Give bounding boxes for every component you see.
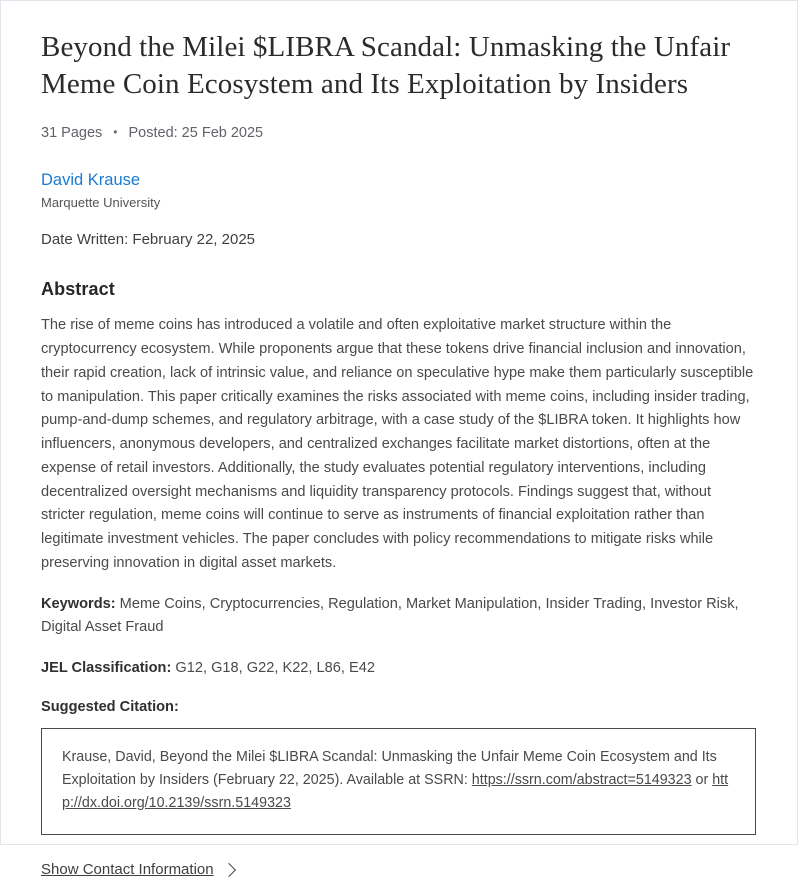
abstract-heading: Abstract [41, 279, 115, 300]
jel-row [41, 657, 757, 681]
page-count: 31 Pages [41, 125, 103, 142]
ssrn-abstract-link[interactable]: https://ssrn.com/abstract=5149323 [471, 771, 692, 788]
date-written: Date Written: February 22, 2025 [41, 231, 255, 249]
keywords-value: Meme Coins, Cryptocurrencies, Regulation, Market Manipulation, Insider Trading, Investor Risk, Digital Asset Fraud [41, 595, 739, 636]
citation-box [41, 728, 756, 835]
jel-value: G12, G18, G22, K22, L86, E42 [175, 660, 375, 677]
citation-conjunction: or [691, 771, 713, 788]
paper-meta [41, 125, 757, 141]
author-affiliation: Marquette University [41, 195, 161, 211]
chevron-right-icon [222, 863, 236, 877]
citation-body: Krause, David, Beyond the Milei $LIBRA Scandal: Unmasking the Unfair Meme Coin Ecosystem and Its Exploitation by Insiders (February 22, 2025). Available at SSRN: [62, 748, 717, 788]
show-contact-information-link[interactable]: Show Contact Information [41, 861, 214, 878]
author-block [41, 171, 757, 248]
doi-link[interactable]: http://dx.doi.org/10.2139/ssrn.5149323 [62, 771, 729, 812]
page-title: Beyond the Milei $LIBRA Scandal: Unmasking the Unfair Meme Coin Ecosystem and Its Exploitation by Insiders [41, 31, 731, 101]
meta-separator-icon: • [113, 125, 118, 140]
jel-label: JEL Classification: [41, 660, 172, 677]
abstract-body: The rise of meme coins has introduced a volatile and often exploitative market structure within the cryptocurrency ecosystem. While proponents argue that these tokens drive financial inclusion and innovation, their rapid creation, lack of intrinsic value, and reliance on speculative hype make them particularly susceptible to manipulation. This paper critically examines the risks associated with meme coins, including insider trading, pump-and-dump schemes, and regulatory arbitrage, with a case study of the $LIBRA token. It highlights how influencers, anonymous developers, and centralized exchanges facilitate market distortions, often at the expense of retail investors. Additionally, the study evaluates potential regulatory interventions, including decentralized oversight mechanisms and liquidity transparency protocols. Findings suggest that, without stricter regulation, meme coins will continue to serve as instruments of financial exploitation rather than legitimate investment vehicles. The paper concludes with policy recommendations to mitigate risks while preserving innovation in digital asset markets. [41, 317, 754, 572]
keywords-row [41, 593, 757, 640]
posted-date: Posted: 25 Feb 2025 [128, 125, 264, 142]
keywords-label: Keywords: [41, 595, 116, 612]
suggested-citation-heading: Suggested Citation: [41, 698, 179, 715]
citation-text [62, 746, 735, 815]
author-link[interactable]: David Krause [41, 171, 141, 190]
show-contact-information-row[interactable] [41, 861, 757, 878]
